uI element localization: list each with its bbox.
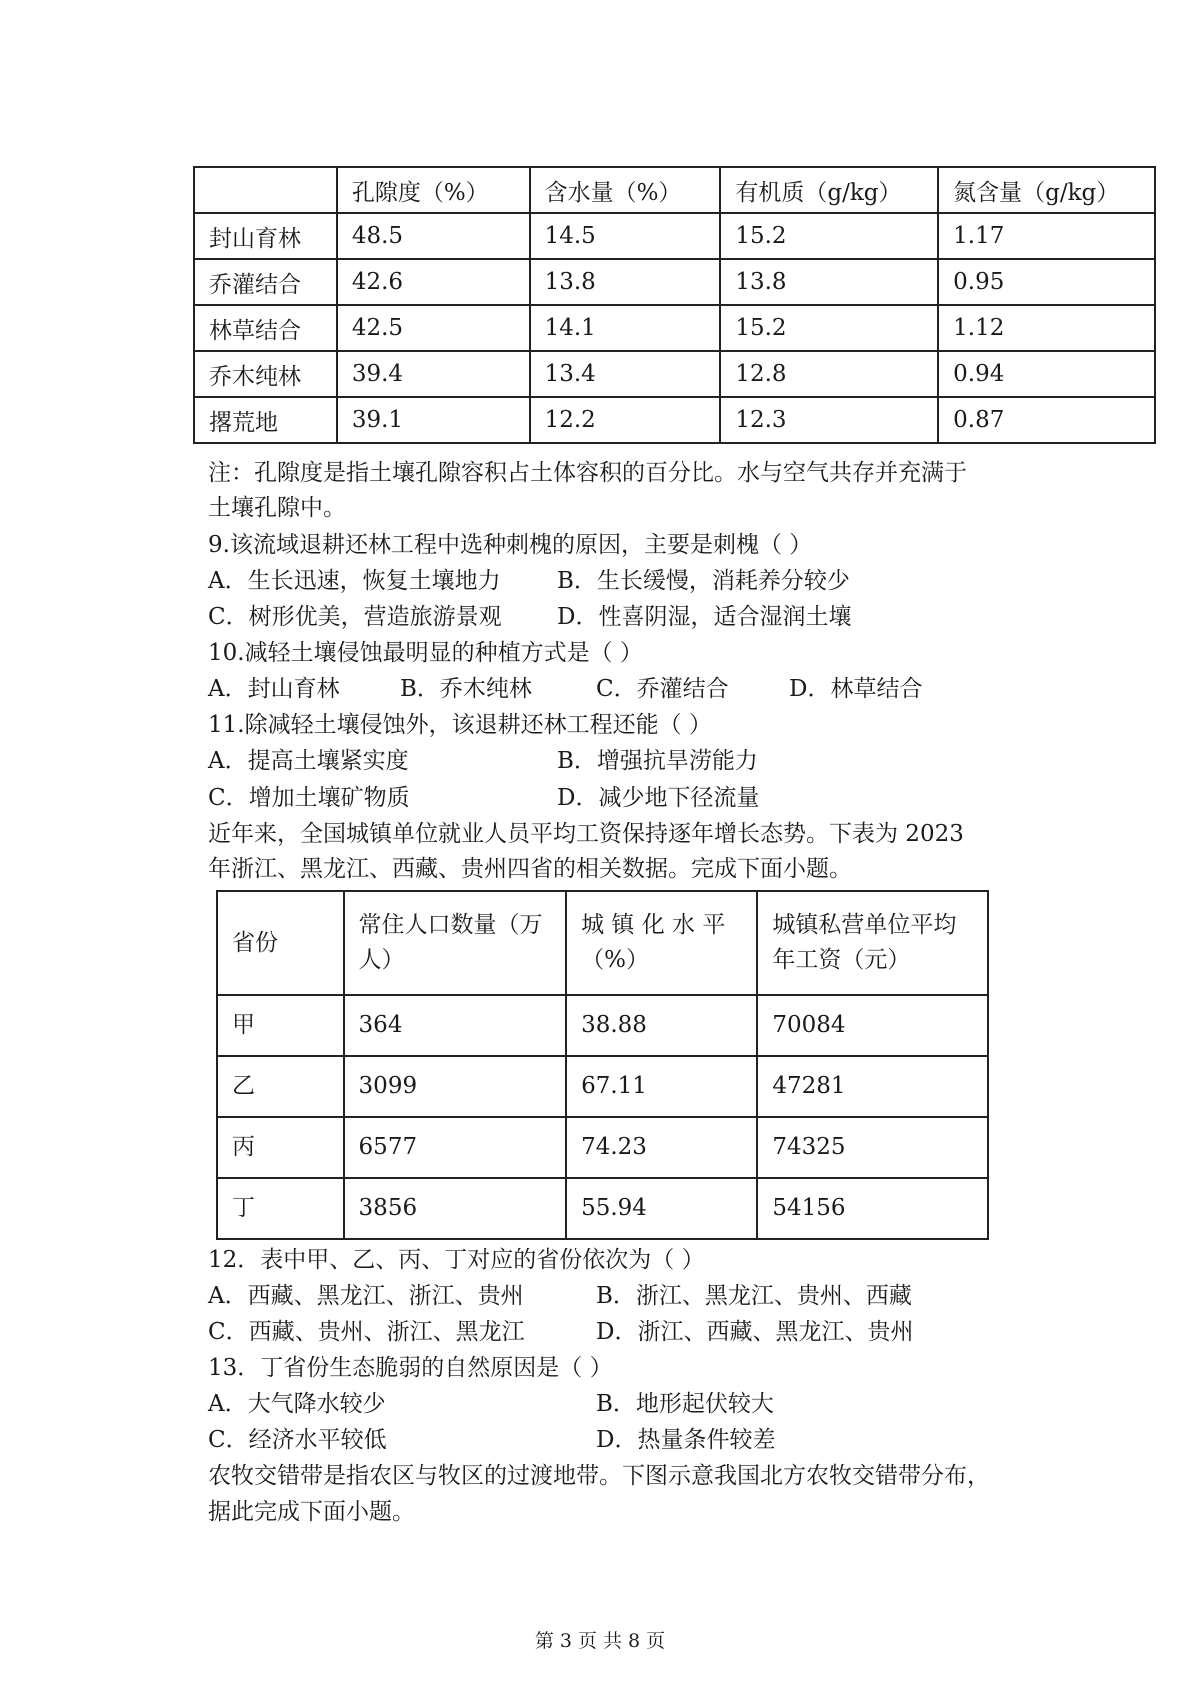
table-note: 注：孔隙度是指土壤孔隙容积占土体容积的百分比。水与空气共存并充满于 (208, 460, 967, 486)
table-row (217, 1178, 988, 1239)
table-header-cell: 孔隙度（%） (337, 167, 530, 213)
table-cell: 15.2 (720, 305, 938, 351)
header-text: 城 镇 化 水 平 (581, 912, 726, 938)
question-11-stem: 11.除减轻土壤侵蚀外，该退耕还林工程还能（ ） (208, 712, 712, 738)
question-9-stem: 9.该流域退耕还林工程中选种刺槐的原因，主要是刺槐（ ） (208, 532, 813, 558)
table-cell: 12.3 (720, 397, 938, 443)
question-9-option-d[interactable]: D．性喜阴湿，适合湿润土壤 (557, 604, 852, 630)
table-cell: 70084 (757, 995, 988, 1056)
table-cell: 74.23 (566, 1117, 757, 1178)
table-cell: 14.1 (530, 305, 721, 351)
table-note: 土壤孔隙中。 (208, 495, 346, 521)
question-10-option-c[interactable]: C．乔灌结合 (596, 676, 729, 702)
question-11-option-d[interactable]: D．减少地下径流量 (557, 785, 760, 811)
soil-property-table (193, 166, 1156, 444)
table-cell: 1.17 (938, 213, 1155, 259)
table-cell: 0.94 (938, 351, 1155, 397)
table-cell: 3856 (344, 1178, 567, 1239)
table-cell: 13.4 (530, 351, 721, 397)
table-cell: 39.1 (337, 397, 530, 443)
table-cell: 12.8 (720, 351, 938, 397)
table-cell: 乔灌结合 (194, 259, 337, 305)
section-intro: 近年来，全国城镇单位就业人员平均工资保持逐年增长态势。下表为 2023 (208, 821, 964, 847)
table-header-cell: 省份 (217, 891, 344, 995)
table-cell: 乙 (217, 1056, 344, 1117)
section-intro: 年浙江、黑龙江、西藏、贵州四省的相关数据。完成下面小题。 (208, 856, 852, 882)
table-header-cell (194, 167, 337, 213)
table-cell: 13.8 (720, 259, 938, 305)
table-row (217, 995, 988, 1056)
header-text: 年工资（元） (772, 947, 911, 973)
question-12-option-d[interactable]: D．浙江、西藏、黑龙江、贵州 (596, 1319, 914, 1345)
question-12-option-b[interactable]: B．浙江、黑龙江、贵州、西藏 (596, 1283, 912, 1309)
table-row (194, 351, 1155, 397)
table-cell: 47281 (757, 1056, 988, 1117)
table-cell: 54156 (757, 1178, 988, 1239)
question-11-option-b[interactable]: B．增强抗旱涝能力 (557, 748, 758, 774)
table-cell: 14.5 (530, 213, 721, 259)
question-10-option-a[interactable]: A．封山育林 (208, 676, 340, 702)
page-number: 第 3 页 共 8 页 (534, 1630, 666, 1652)
table-cell: 撂荒地 (194, 397, 337, 443)
table-header-row (217, 891, 988, 995)
question-13-option-c[interactable]: C．经济水平较低 (208, 1427, 387, 1453)
table-cell: 39.4 (337, 351, 530, 397)
question-12-option-c[interactable]: C．西藏、贵州、浙江、黑龙江 (208, 1319, 525, 1345)
table-header-cell (757, 891, 988, 995)
table-cell: 42.6 (337, 259, 530, 305)
table-cell: 封山育林 (194, 213, 337, 259)
table-row (217, 1117, 988, 1178)
header-text: （%） (581, 947, 649, 973)
table-cell: 48.5 (337, 213, 530, 259)
question-11-option-c[interactable]: C．增加土壤矿物质 (208, 785, 410, 811)
table-row (217, 1056, 988, 1117)
table-cell: 42.5 (337, 305, 530, 351)
question-12-option-a[interactable]: A．西藏、黑龙江、浙江、贵州 (208, 1283, 524, 1309)
table-cell: 林草结合 (194, 305, 337, 351)
question-13-option-d[interactable]: D．热量条件较差 (596, 1427, 776, 1453)
table-cell: 丙 (217, 1117, 344, 1178)
question-13-option-a[interactable]: A．大气降水较少 (208, 1391, 386, 1417)
table-cell: 74325 (757, 1117, 988, 1178)
table-cell: 67.11 (566, 1056, 757, 1117)
table-row (194, 397, 1155, 443)
question-9-option-a[interactable]: A．生长迅速，恢复土壤地力 (208, 568, 501, 594)
table-cell: 乔木纯林 (194, 351, 337, 397)
table-row (194, 305, 1155, 351)
table-row (194, 259, 1155, 305)
table-row (194, 213, 1155, 259)
question-13-option-b[interactable]: B．地形起伏较大 (596, 1391, 774, 1417)
table-header-cell: 氮含量（g/kg） (938, 167, 1155, 213)
table-cell: 55.94 (566, 1178, 757, 1239)
header-text: 常住人口数量（万 (358, 912, 543, 938)
table-cell: 1.12 (938, 305, 1155, 351)
table-header-row (194, 167, 1155, 213)
table-cell: 13.8 (530, 259, 721, 305)
table-cell: 15.2 (720, 213, 938, 259)
table-cell: 6577 (344, 1117, 567, 1178)
table-cell: 364 (344, 995, 567, 1056)
question-12-stem: 12．表中甲、乙、丙、丁对应的省份依次为（ ） (208, 1247, 705, 1273)
section-intro: 农牧交错带是指农区与牧区的过渡地带。下图示意我国北方农牧交错带分布， (208, 1463, 990, 1489)
table-cell: 12.2 (530, 397, 721, 443)
header-text: 城镇私营单位平均 (772, 912, 957, 938)
table-header-cell: 有机质（g/kg） (720, 167, 938, 213)
question-9-option-b[interactable]: B．生长缓慢，消耗养分较少 (557, 568, 850, 594)
table-header-cell (566, 891, 757, 995)
question-11-option-a[interactable]: A．提高土壤紧实度 (208, 748, 409, 774)
question-9-option-c[interactable]: C．树形优美，营造旅游景观 (208, 604, 502, 630)
question-13-stem: 13．丁省份生态脆弱的自然原因是（ ） (208, 1355, 613, 1381)
province-data-table (216, 890, 989, 1240)
table-cell: 0.87 (938, 397, 1155, 443)
table-cell: 3099 (344, 1056, 567, 1117)
section-intro: 据此完成下面小题。 (208, 1499, 415, 1525)
question-10-stem: 10.减轻土壤侵蚀最明显的种植方式是（ ） (208, 640, 643, 666)
table-header-cell (344, 891, 567, 995)
table-header-cell: 含水量（%） (530, 167, 721, 213)
question-10-option-d[interactable]: D．林草结合 (789, 676, 923, 702)
table-cell: 0.95 (938, 259, 1155, 305)
table-cell: 丁 (217, 1178, 344, 1239)
header-text: 人） (358, 947, 405, 973)
table-cell: 38.88 (566, 995, 757, 1056)
table-cell: 甲 (217, 995, 344, 1056)
question-10-option-b[interactable]: B．乔木纯林 (400, 676, 532, 702)
